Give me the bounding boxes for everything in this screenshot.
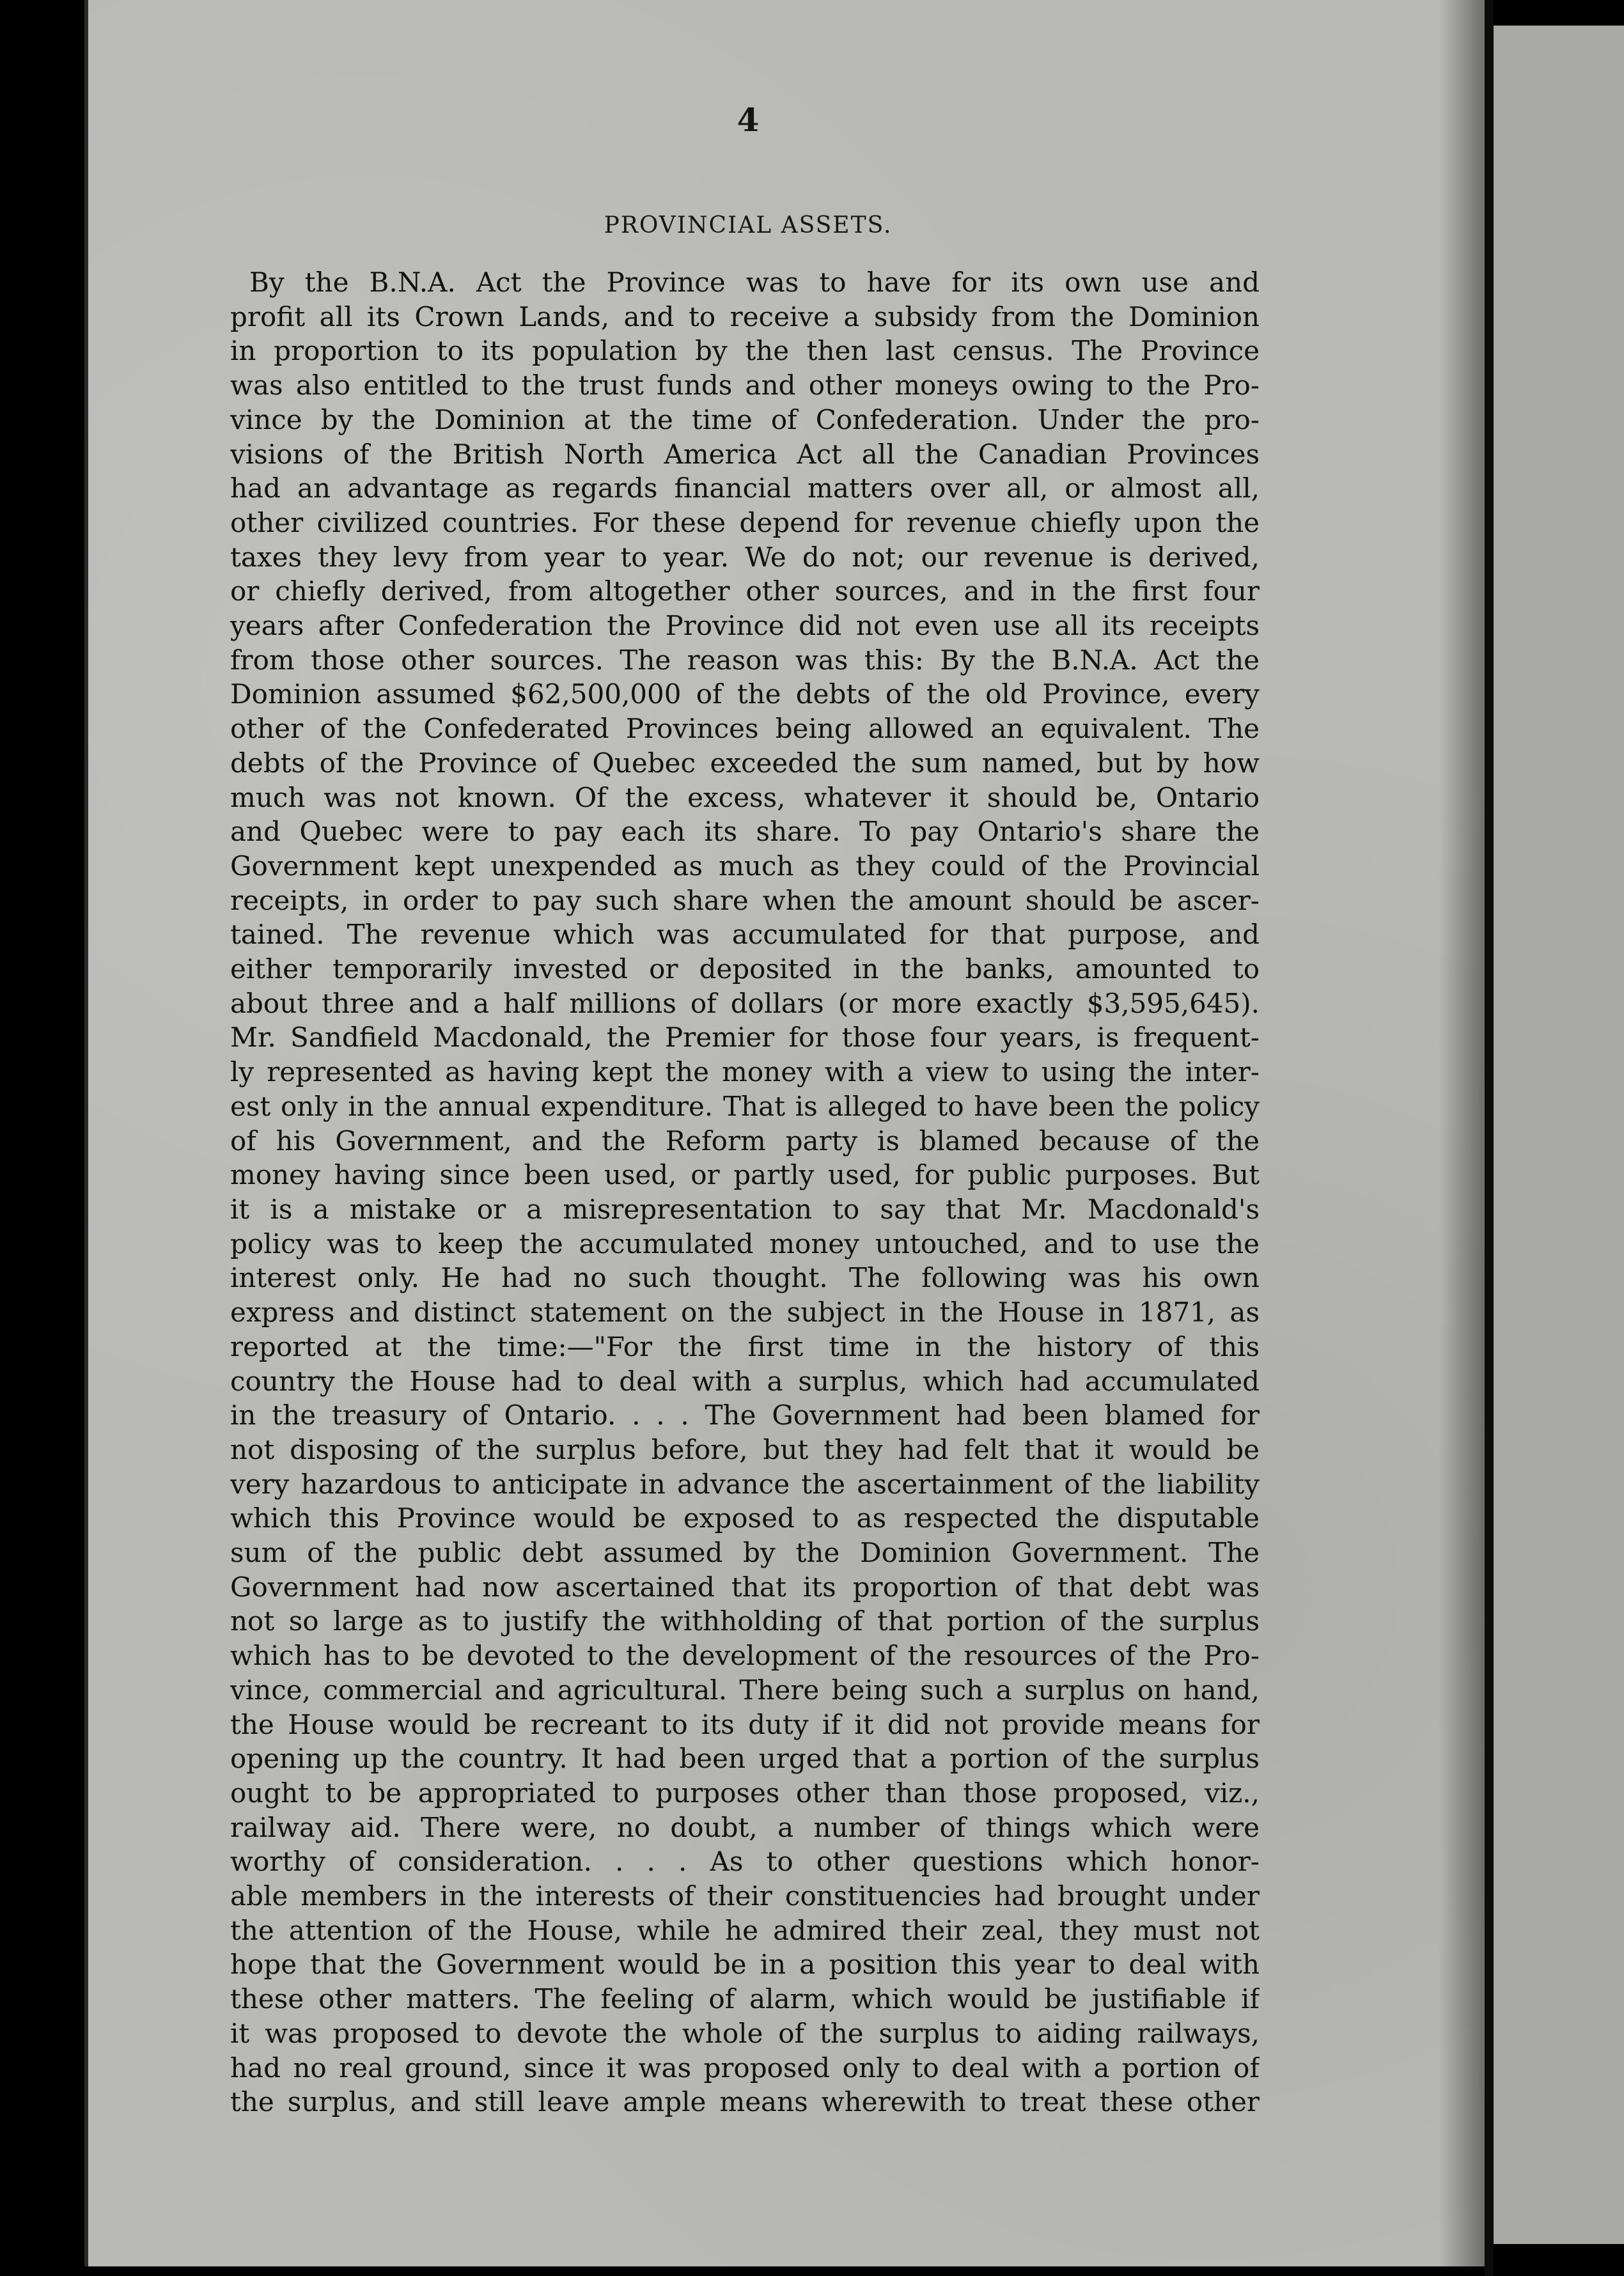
gutter-shadow: [1439, 0, 1490, 2266]
text-line: worthy of consideration. . . . As to other questions which honor-: [230, 1846, 1260, 1878]
text-line: ought to be appropriated to purposes other than those proposed, viz.,: [230, 1777, 1260, 1809]
text-line: the attention of the House, while he admired their zeal, they must not: [230, 1914, 1260, 1946]
text-line: express and distinct statement on the subject in the House in 1871, as: [230, 1297, 1260, 1329]
text-line: in proportion to its population by the then last census. The Province: [230, 335, 1260, 367]
text-line: Dominion assumed $62,500,000 of the debts of the old Province, every: [230, 678, 1260, 710]
text-line: was also entitled to the trust funds and other moneys owing to the Pro-: [230, 370, 1260, 401]
text-line: years after Confederation the Province did not even use all its receipts: [230, 610, 1260, 642]
text-line: tained. The revenue which was accumulated for that purpose, and: [230, 919, 1260, 951]
text-line: Mr. Sandfield Macdonald, the Premier for those four years, is frequent-: [230, 1022, 1260, 1054]
adjacent-page-edge: [1494, 26, 1624, 2244]
text-line: other civilized countries. For these depend for revenue chiefly upon the: [230, 506, 1260, 538]
text-line: had an advantage as regards financial matters over all, or almost all,: [230, 472, 1260, 504]
text-line: not so large as to justify the withholding of that portion of the surplus: [230, 1605, 1260, 1637]
text-line: vince by the Dominion at the time of Confederation. Under the pro-: [230, 403, 1260, 435]
text-line: Government kept unexpended as much as they could of the Provincial: [230, 850, 1260, 882]
text-line: sum of the public debt assumed by the Dominion Government. The: [230, 1537, 1260, 1569]
text-line: policy was to keep the accumulated money untouched, and to use the: [230, 1228, 1260, 1259]
text-line: money having since been used, or partly used, for public purposes. But: [230, 1159, 1260, 1191]
text-line: reported at the time:—"For the first time in the history of this: [230, 1330, 1260, 1362]
text-line: very hazardous to anticipate in advance the ascertainment of the liability: [230, 1468, 1260, 1500]
text-line: taxes they levy from year to year. We do not; our revenue is derived,: [230, 541, 1260, 573]
text-line: which this Province would be exposed to as respected the disputable: [230, 1502, 1260, 1534]
text-line: visions of the British North America Act all the Canadian Provinces: [230, 438, 1260, 470]
text-line: of his Government, and the Reform party is blamed because of the: [230, 1125, 1260, 1157]
text-line: debts of the Province of Quebec exceeded the sum named, but by how: [230, 747, 1260, 779]
text-line: interest only. He had no such thought. The following was his own: [230, 1262, 1260, 1294]
text-line: the House would be recreant to its duty if it did not provide means for: [230, 1708, 1260, 1740]
text-line: it is a mistake or a misrepresentation to say that Mr. Macdonald's: [230, 1193, 1260, 1225]
text-line: railway aid. There were, no doubt, a number of things which were: [230, 1811, 1260, 1843]
text-line: Government had now ascertained that its proportion of that debt was: [230, 1571, 1260, 1603]
text-line: By the B.N.A. Act the Province was to have for its own use and: [249, 267, 1260, 298]
text-line: vince, commercial and agricultural. There being such a surplus on hand,: [230, 1674, 1260, 1706]
text-line: or chiefly derived, from altogether other sources, and in the first four: [230, 575, 1260, 607]
text-line: est only in the annual expenditure. That is alleged to have been the policy: [230, 1090, 1260, 1122]
text-line: which has to be devoted to the development of the resources of the Pro-: [230, 1640, 1260, 1672]
text-line: and Quebec were to pay each its share. To pay Ontario's share the: [230, 816, 1260, 848]
text-line: either temporarily invested or deposited in the banks, amounted to: [230, 953, 1260, 985]
text-line: much was not known. Of the excess, whatever it should be, Ontario: [230, 781, 1260, 813]
book-spine: [1485, 0, 1494, 2276]
text-line: ly represented as having kept the money with a view to using the inter-: [230, 1056, 1260, 1088]
text-line: opening up the country. It had been urged that a portion of the surplus: [230, 1743, 1260, 1775]
page-number: 4: [737, 101, 760, 139]
text-line: in the treasury of Ontario. . . . The Government had been blamed for: [230, 1399, 1260, 1431]
text-line: profit all its Crown Lands, and to receive a subsidy from the Dominion: [230, 300, 1260, 332]
text-line: about three and a half millions of dollars (or more exactly $3,595,645).: [230, 987, 1260, 1019]
text-line: other of the Confederated Provinces being allowed an equivalent. The: [230, 713, 1260, 745]
section-title: PROVINCIAL ASSETS.: [604, 212, 893, 238]
text-line: it was proposed to devote the whole of the surplus to aiding railways,: [230, 2017, 1260, 2049]
text-line: hope that the Government would be in a position this year to deal with: [230, 1949, 1260, 1981]
text-line: not disposing of the surplus before, but they had felt that it would be: [230, 1433, 1260, 1465]
text-line: receipts, in order to pay such share when the amount should be ascer-: [230, 884, 1260, 916]
text-line: from those other sources. The reason was this: By the B.N.A. Act the: [230, 644, 1260, 676]
text-line: country the House had to deal with a surplus, which had accumulated: [230, 1365, 1260, 1397]
text-line: the surplus, and still leave ample means wherewith to treat these other: [230, 2086, 1260, 2118]
text-line: had no real ground, since it was proposed only to deal with a portion of: [230, 2052, 1260, 2084]
text-line: able members in the interests of their constituencies had brought under: [230, 1880, 1260, 1912]
body-paragraph: [230, 265, 1260, 2119]
text-line: these other matters. The feeling of alarm, which would be justifiable if: [230, 1983, 1260, 2015]
